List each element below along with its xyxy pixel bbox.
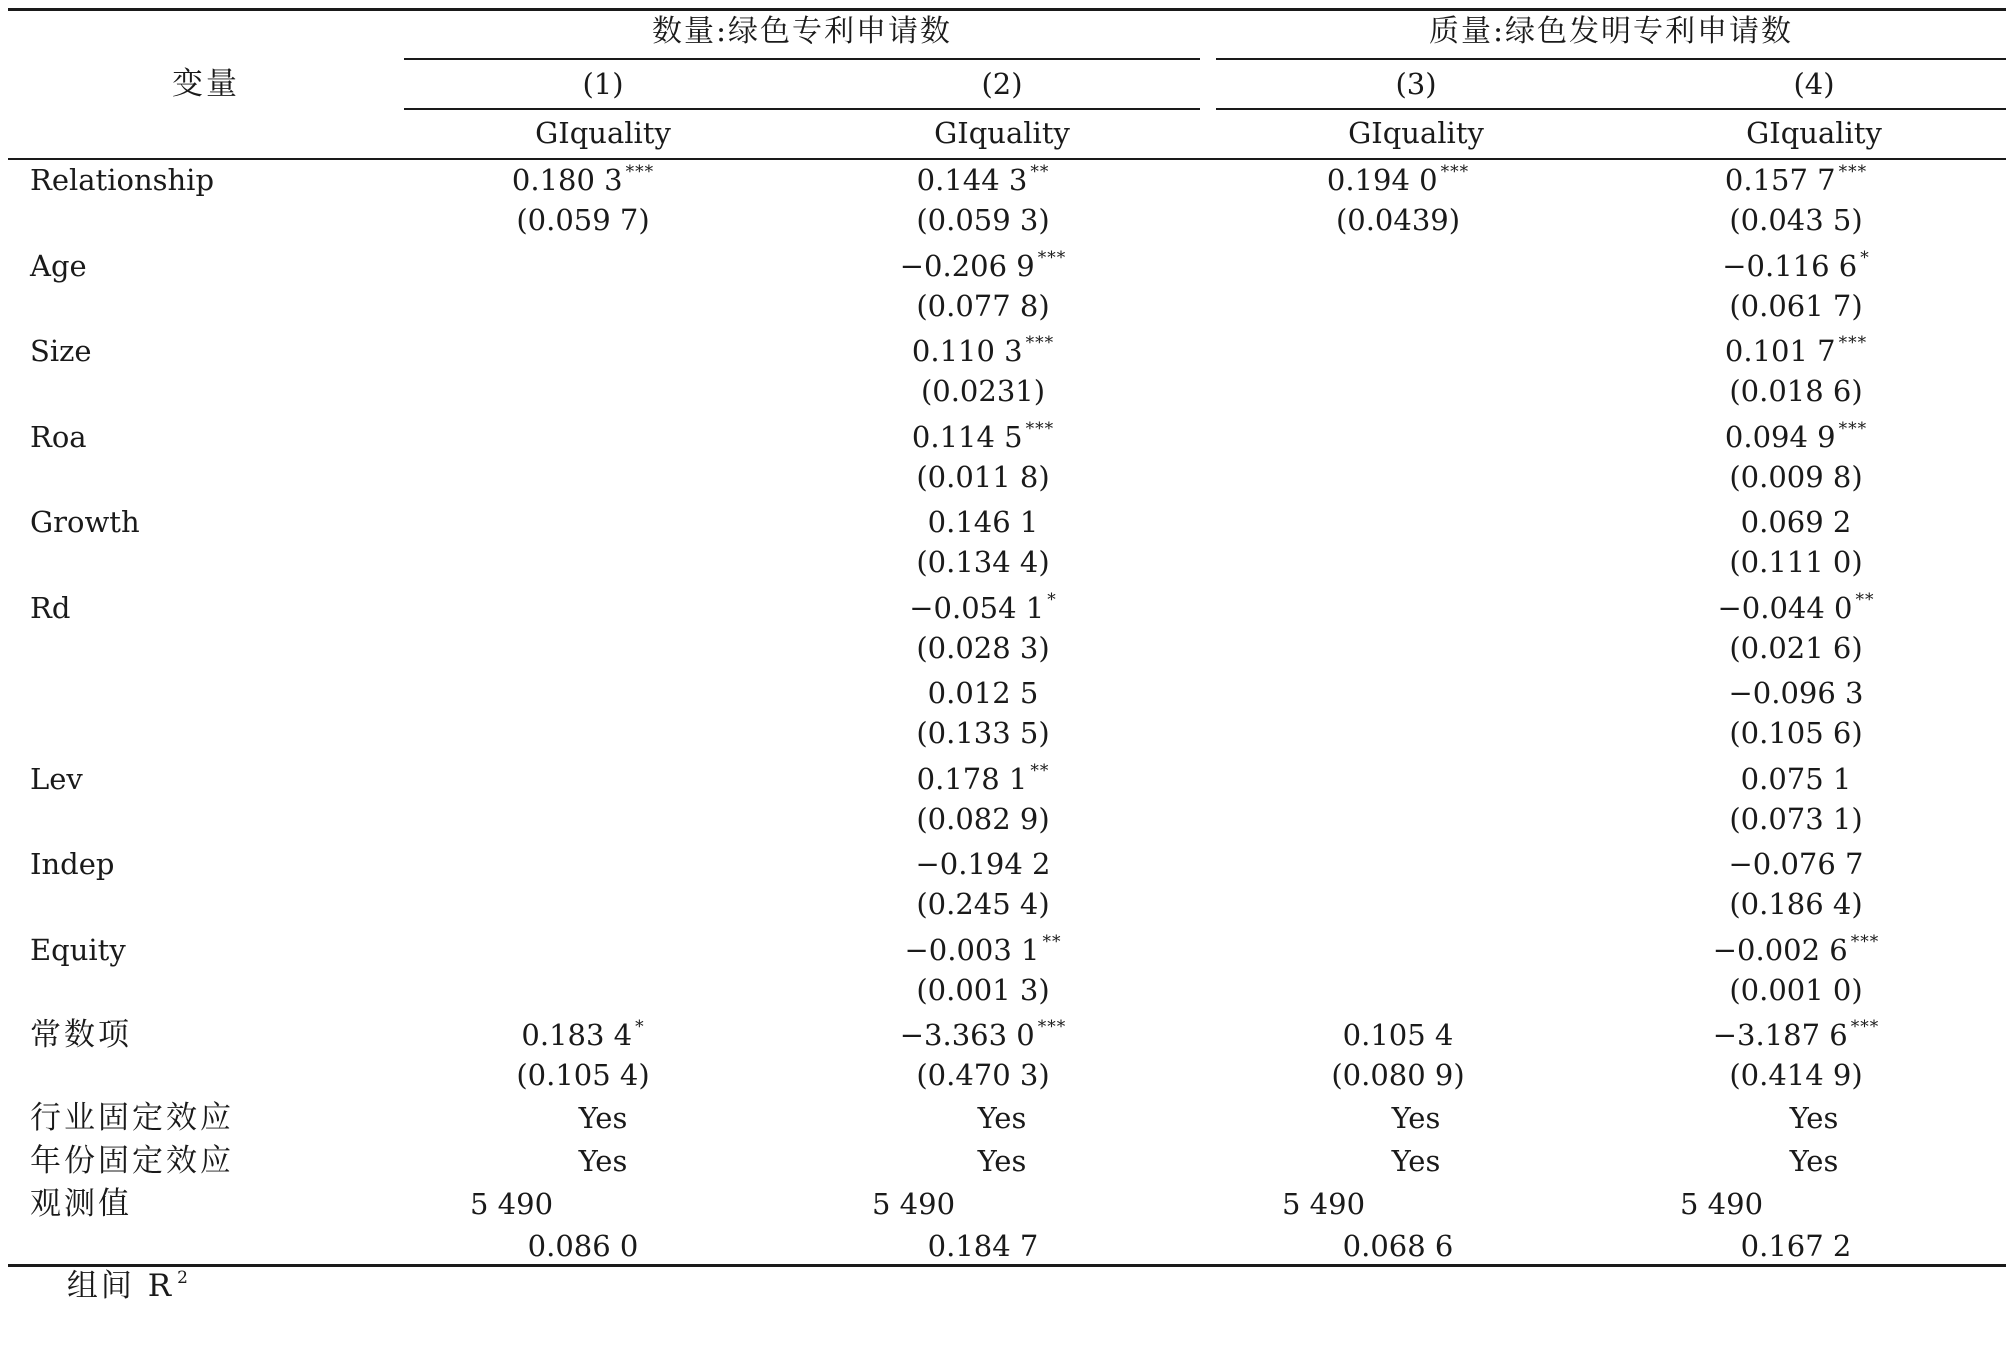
coefficient-value: 0.178 1 (916, 761, 1028, 796)
variable-header: 变量 (172, 66, 240, 102)
coefficient-value: 0.194 0 (1326, 163, 1438, 197)
column-number: (4) (1793, 67, 1835, 101)
observations-value: 5 490 (470, 1187, 554, 1221)
coefficient-value: −0.044 0 (1717, 590, 1853, 625)
row-label: 常数项 (30, 1017, 132, 1053)
standard-error: (0.245 4) (916, 887, 1050, 921)
industry-fe-value: Yes (1391, 1101, 1441, 1135)
significance-stars: *** (1440, 162, 1470, 182)
coefficient-value: 0.105 4 (1342, 1018, 1454, 1052)
group-header-quality: 质量:绿色发明专利申请数 (1428, 14, 1794, 49)
coefficient-value: 0.069 2 (1740, 505, 1852, 539)
standard-error: (0.414 9) (1729, 1058, 1863, 1092)
standard-error: (0.059 3) (916, 203, 1050, 237)
dependent-variable: GIquality (1348, 116, 1484, 150)
standard-error: (0.105 4) (516, 1058, 650, 1092)
coefficient (1729, 673, 1864, 713)
coefficient-value: −0.116 6 (1722, 248, 1858, 283)
coefficient-value: 0.110 3 (911, 334, 1023, 368)
row-label: Equity (30, 932, 126, 967)
standard-error: (0.080 9) (1331, 1058, 1465, 1092)
coefficient-value: −0.206 9 (899, 248, 1035, 283)
observations-label: 观测值 (30, 1186, 132, 1222)
significance-stars: * (1860, 247, 1870, 268)
coefficient (1725, 331, 1867, 371)
standard-error: (0.111 0) (1729, 545, 1863, 579)
significance-stars: ** (1030, 760, 1050, 781)
coefficient-value: 0.144 3 (916, 163, 1028, 197)
industry-fe-value: Yes (1789, 1101, 1839, 1135)
coefficient-value: 0.157 7 (1724, 163, 1836, 197)
column-number: (1) (582, 67, 624, 101)
coefficient (916, 844, 1051, 884)
coefficient-value: 0.114 5 (911, 419, 1023, 454)
dependent-variable: GIquality (934, 116, 1070, 150)
column-number: (2) (981, 67, 1023, 101)
standard-error: (0.059 7) (516, 203, 650, 237)
significance-stars: * (1047, 589, 1057, 610)
standard-error: (0.134 4) (916, 545, 1050, 579)
coefficient-value: 0.183 4 (521, 1018, 633, 1052)
coefficient (912, 417, 1054, 457)
significance-stars: * (635, 1017, 645, 1037)
r2-value: 0.167 2 (1740, 1229, 1852, 1263)
coefficient (1327, 160, 1469, 200)
significance-stars: *** (1838, 333, 1868, 353)
coefficient-value: 0.094 9 (1724, 419, 1836, 454)
group-header-quantity: 数量:绿色专利申请数 (651, 14, 953, 49)
group-rule-quality (1216, 58, 2006, 60)
row-label: Growth (30, 505, 140, 539)
year-fe-label: 年份固定效应 (30, 1143, 234, 1179)
standard-error: (0.0439) (1335, 203, 1461, 237)
r2-value: 0.068 6 (1342, 1229, 1454, 1263)
coefficient-value: −3.187 6 (1712, 1018, 1848, 1052)
standard-error: (0.001 0) (1729, 972, 1863, 1007)
coefficient (917, 160, 1050, 200)
r2-label (30, 1226, 189, 1346)
coefficient-value: 0.180 3 (511, 163, 623, 197)
r2-label-superscript: 2 (177, 1268, 189, 1288)
year-fe-value: Yes (578, 1144, 628, 1178)
coefficient-value: −0.054 1 (909, 590, 1045, 625)
dependent-variable: GIquality (1746, 116, 1882, 150)
standard-error: (0.105 6) (1729, 716, 1863, 750)
row-label: Relationship (30, 163, 215, 197)
r2-label-text: 组间 R (66, 1268, 175, 1304)
standard-error: (0.028 3) (916, 630, 1050, 665)
coefficient-value: −0.003 1 (904, 932, 1040, 967)
coefficient (512, 160, 654, 200)
significance-stars: ** (1855, 589, 1875, 610)
coefficient-value: −0.096 3 (1728, 676, 1864, 710)
coefficient-value: 0.101 7 (1724, 334, 1836, 368)
column-number: (3) (1395, 67, 1437, 101)
coefficient (928, 673, 1039, 713)
coefficient (1722, 246, 1870, 286)
standard-error: (0.082 9) (916, 801, 1050, 836)
coefficient-value: −3.363 0 (899, 1018, 1035, 1052)
coefficient (1713, 930, 1880, 970)
coefficient (900, 246, 1067, 286)
coefficient (1729, 844, 1864, 884)
coefficient-value: −0.194 2 (915, 847, 1051, 881)
top-rule (8, 8, 2006, 11)
row-label: Roa (30, 419, 87, 454)
coefficient-value: 0.012 5 (927, 676, 1039, 710)
group-rule-quantity (404, 58, 1200, 60)
coefficient (1713, 1015, 1880, 1055)
coefficient (909, 588, 1057, 628)
significance-stars: *** (1850, 931, 1880, 952)
significance-stars: *** (1838, 162, 1868, 182)
coefficient-value: 0.146 1 (927, 505, 1039, 539)
r2-value: 0.184 7 (927, 1229, 1039, 1263)
significance-stars: ** (1030, 162, 1050, 182)
year-fe-value: Yes (1391, 1144, 1441, 1178)
industry-fe-value: Yes (977, 1101, 1027, 1135)
coefficient (521, 1015, 644, 1055)
standard-error: (0.077 8) (916, 288, 1050, 323)
coefficient (917, 759, 1050, 799)
row-label: Rd (30, 590, 71, 625)
col-rule-quantity (404, 108, 1200, 110)
significance-stars: *** (1025, 333, 1055, 353)
observations-value: 5 490 (872, 1187, 956, 1221)
coefficient-value: −0.002 6 (1712, 932, 1848, 967)
coefficient-value: −0.076 7 (1728, 847, 1864, 881)
row-label: Age (30, 248, 87, 283)
coefficient (905, 930, 1062, 970)
significance-stars: *** (1850, 1017, 1880, 1037)
standard-error: (0.043 5) (1729, 203, 1863, 237)
dependent-variable: GIquality (535, 116, 671, 150)
standard-error: (0.001 3) (916, 972, 1050, 1007)
standard-error: (0.073 1) (1729, 801, 1863, 836)
standard-error: (0.011 8) (916, 459, 1050, 494)
year-fe-value: Yes (977, 1144, 1027, 1178)
industry-fe-value: Yes (578, 1101, 628, 1135)
coefficient (1725, 417, 1867, 457)
coefficient-value: 0.075 1 (1740, 761, 1852, 796)
standard-error: (0.470 3) (916, 1058, 1050, 1092)
coefficient (1725, 160, 1867, 200)
coefficient (900, 1015, 1067, 1055)
standard-error: (0.186 4) (1729, 887, 1863, 921)
standard-error: (0.009 8) (1729, 459, 1863, 494)
coefficient (1741, 759, 1852, 799)
significance-stars: *** (1037, 1017, 1067, 1037)
coefficient (1718, 588, 1875, 628)
significance-stars: *** (625, 162, 655, 182)
coefficient (1741, 502, 1852, 542)
r2-value: 0.086 0 (527, 1229, 639, 1263)
significance-stars: *** (1025, 418, 1055, 439)
coefficient (1343, 1015, 1454, 1055)
observations-value: 5 490 (1680, 1187, 1764, 1221)
year-fe-value: Yes (1789, 1144, 1839, 1178)
standard-error: (0.018 6) (1729, 374, 1863, 408)
standard-error: (0.021 6) (1729, 630, 1863, 665)
row-label: Indep (30, 847, 115, 881)
observations-value: 5 490 (1282, 1187, 1366, 1221)
industry-fe-label: 行业固定效应 (30, 1100, 234, 1136)
significance-stars: ** (1042, 931, 1062, 952)
standard-error: (0.061 7) (1729, 288, 1863, 323)
coefficient (928, 502, 1039, 542)
standard-error: (0.0231) (920, 374, 1046, 408)
standard-error: (0.133 5) (916, 716, 1050, 750)
significance-stars: *** (1838, 418, 1868, 439)
significance-stars: *** (1037, 247, 1067, 268)
coefficient (912, 331, 1054, 371)
col-rule-quality (1216, 108, 2006, 110)
row-label: Size (30, 334, 92, 368)
row-label: Lev (30, 761, 83, 796)
